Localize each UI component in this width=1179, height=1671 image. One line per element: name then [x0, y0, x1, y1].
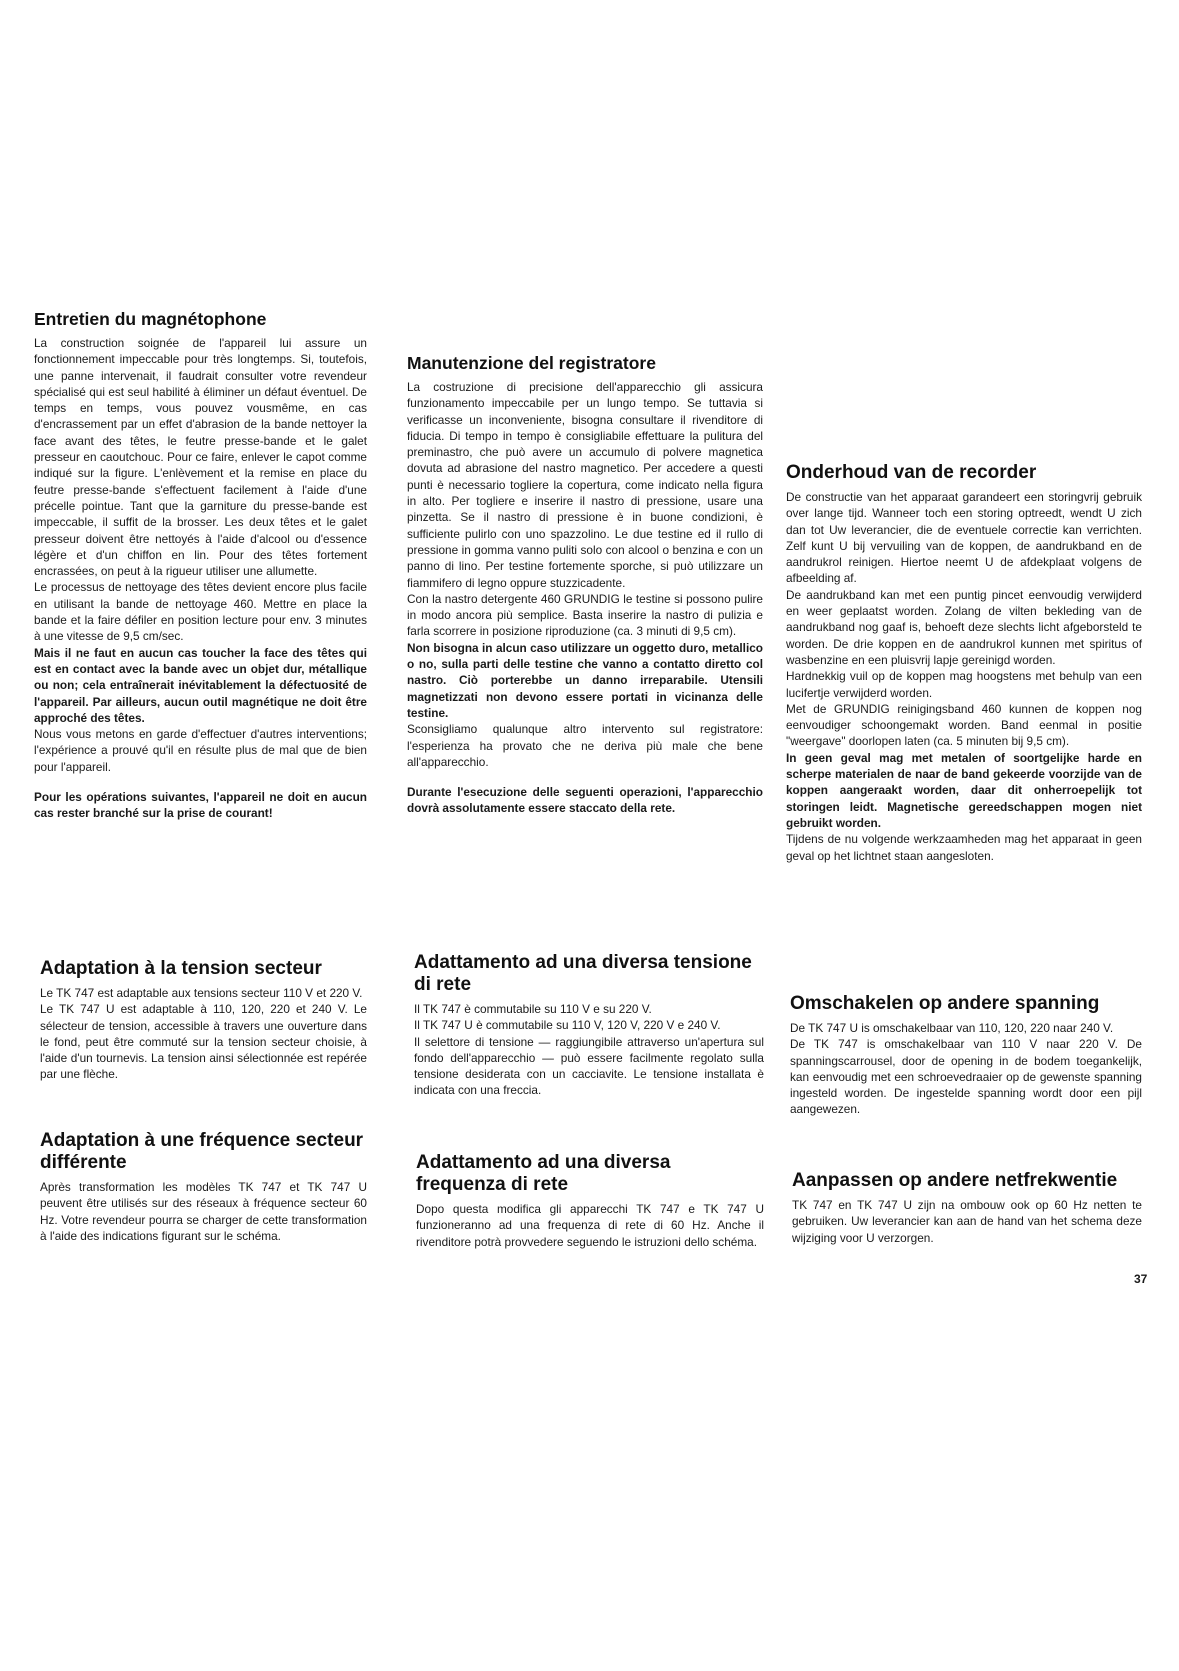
- fr-frequency-section: [40, 1130, 367, 1244]
- fr-maintenance-warning: Mais il ne faut en aucun cas toucher la face des têtes qui est en contact avec la bande avec un objet dur, métallique ou non; cela entraînerait inévitablement la défectuosité de l'appareil. Par ailleurs, aucun outil magnétique ne doit être approché des têtes.: [34, 645, 367, 725]
- it-voltage-title: Adattamento ad una diversa tensione di rete: [414, 952, 752, 995]
- fr-voltage-title: Adaptation à la tension secteur: [40, 958, 322, 979]
- it-maintenance-p4: Sconsigliamo qualunque altro intervento sul registratore: l'esperienza ha provato che ne deriva più male che bene all'apparecchio.: [407, 722, 763, 769]
- nl-maintenance-section: [786, 462, 1142, 864]
- fr-maintenance-section: [34, 308, 367, 822]
- nl-maintenance-p1: De constructie van het apparaat garandeert een storingvrij gebruik over lange tijd. Wanneer toch een storing optreedt, wendt U zich dan tot Uw leverancier, die de eventuele correctie kan verrichten. Zelf kunt U bij vervuiling van de koppen, de aandrukband en de aandrukrol reinigen. Hiertoe neemt U de afdekplaat volgens de afbeelding af.: [786, 490, 1142, 586]
- it-voltage-p3: Il selettore di tensione — raggiungibile attraverso un'apertura sul fondo dell'apparecchio — può essere facilmente regolato sulla tensione desiderata con un cacciavite. Le tensione installata è indicata con una freccia.: [414, 1034, 764, 1098]
- nl-voltage-section: [790, 993, 1142, 1118]
- nl-maintenance-p2: De aandrukband kan met een puntig pincet eenvoudig verwijderd en weer geplaatst worden. Zolang de vilten bekleding van de aandrukband nog gaaf is, behoeft deze slechts licht afgeborsteld te worden. De drie koppen en de aandrukrol kunnen met spiritus of wasbenzine en een pluisvrij lapje gereinigd worden.: [786, 587, 1142, 667]
- fr-voltage-section: [40, 958, 367, 1083]
- it-frequency-p1: Dopo questa modifica gli apparecchi TK 747 e TK 747 U funzioneranno ad una frequenza di rete di 60 Hz. Anche il rivenditore potrà provvedere seguendo le istruzioni dello schéma.: [416, 1202, 764, 1249]
- nl-frequency-section: [792, 1170, 1142, 1246]
- nl-maintenance-title: Onderhoud van de recorder: [786, 462, 1037, 483]
- fr-voltage-p2: Le TK 747 U est adaptable à 110, 120, 220 et 240 V. Le sélecteur de tension, accessible à travers une ouverture dans le fond, peut être commuté sur la tension secteur choisie, à l'aide d'un tournevis. La tension ainsi sélectionnée est repérée par une flèche.: [40, 1002, 367, 1082]
- nl-maintenance-p6: Tijdens de nu volgende werkzaamheden mag het apparaat in geen geval op het lichtnet staan aangesloten.: [786, 832, 1142, 863]
- it-voltage-section: [414, 952, 764, 1099]
- it-frequency-section: [416, 1152, 764, 1250]
- nl-frequency-p1: TK 747 en TK 747 U zijn na ombouw ook op 60 Hz netten te gebruiken. Uw leverancier kan aan de hand van het schema deze wijziging voor U verzorgen.: [792, 1198, 1142, 1245]
- nl-maintenance-p3: Hardnekkig vuil op de koppen mag hoogstens met behulp van een lucifertje verwijderd worden.: [786, 669, 1142, 700]
- fr-voltage-p1: Le TK 747 est adaptable aux tensions secteur 110 V et 220 V.: [40, 986, 363, 1000]
- fr-maintenance-unplug-note: Pour les opérations suivantes, l'appareil ne doit en aucun cas rester branché sur la prise de courant!: [34, 790, 367, 821]
- it-frequency-title: Adattamento ad una diversa frequenza di rete: [416, 1152, 671, 1195]
- fr-maintenance-p4: Nous vous metons en garde d'effectuer d'autres interventions; l'expérience a prouvé qu'il en résulte plus de mal que de bien pour l'appareil.: [34, 727, 367, 774]
- nl-voltage-p1: De TK 747 U is omschakelbaar van 110, 120, 220 naar 240 V.: [790, 1021, 1114, 1035]
- fr-frequency-title: Adaptation à une fréquence secteur différente: [40, 1130, 364, 1173]
- fr-maintenance-p2: Le processus de nettoyage des têtes devient encore plus facile en utilisant la bande de nettoyage 460. Mettre en place la bande et la faire défiler en position lecture pour env. 3 minutes à une vitesse de 9,5 cm/sec.: [34, 580, 367, 644]
- it-voltage-p2: Il TK 747 U è commutabile su 110 V, 120 V, 220 V e 240 V.: [414, 1018, 721, 1033]
- it-maintenance-p2: Con la nastro detergente 460 GRUNDIG le testine si possono pulire in modo ancora più semplice. Basta inserire la nastro di pulizia e farla scorrere in posizione riproduzione (ca. 3 minuti di 9,5 cm).: [407, 591, 763, 639]
- fr-maintenance-p1: La construction soignée de l'appareil lui assure un fonctionnement impeccable pour très longtemps. Si, toutefois, une panne intervenait, il faudrait consulter votre revendeur spécialisé qui est seul habilité à éliminer un défaut éventuel. De temps en temps, vous pouvez vousmême, en cas d'encrassement par un effet d'abrasion de la bande nettoyer la face avant des têtes, le feutre presse-bande et le galet presseur en caoutchouc. Pour ce faire, enlever le capot comme indiqué sur la figure. L'enlèvement et la remise en place du feutre presse-bande s'effectuent facilement à l'aide d'une précelle pointue. Tant que la garniture du presse-bande est impeccable, il suffit de la brosser. Les deux têtes et le galet presseur doivent être nettoyés à l'aide d'alcool ou d'essence légère et d'un chiffon en lin. Pour des têtes fortement encrassées, on peut à la rigueur utiliser une allumette.: [34, 336, 367, 579]
- nl-voltage-title: Omschakelen op andere spanning: [790, 993, 1100, 1014]
- it-maintenance-section: [407, 352, 763, 817]
- nl-maintenance-warning: In geen geval mag met metalen of soortgelijke harde en scherpe materialen de naar de band gekeerde voorzijde van de koppen aangeraakt worden, daar dit onherroepelijk tot storingen leidt. Magnetische gereedschappen mogen niet gebruikt worden.: [786, 750, 1142, 830]
- it-maintenance-title: Manutenzione del registratore: [407, 353, 656, 373]
- it-maintenance-p1: La costruzione di precisione dell'apparecchio gli assicura funzionamento impeccabile per un lungo tempo. Se tuttavia si verificasse un inconveniente, bisogna consultare il rivenditore di fiducia. Di tempo in tempo è consigliabile effettuare la pulitura del preminastro, che può avere un accumulo di polvere magnetica dovuta ad abrasione del nastro magnetico. Per accedere a questi punti è necessario togliere la copertura, come indicato nella figura in alto. Per togliere e inserire il nastro di pressione, usare una pinzetta. Se il nastro di pressione è in buone condizioni, è sufficiente pulirlo con uno spazzolino. Le due testine ed il rullo di pressione in gomma vanno puliti solo con alcool o benzina e con un panno di lino. Per testine fortemente sporche, si può utilizzare un fiammifero di legno oppure stuzzicadente.: [407, 380, 763, 590]
- fr-frequency-p1: Après transformation les modèles TK 747 et TK 747 U peuvent être utilisés sur des réseaux à fréquence secteur 60 Hz. Votre revendeur pourra se charger de cette transformation à l'aide des indications figurant sur le schéma.: [40, 1180, 367, 1243]
- fr-maintenance-title: Entretien du magnétophone: [34, 309, 267, 329]
- nl-voltage-p2: De TK 747 is omschakelbaar van 110 V naar 220 V. De spanningscarrousel, door de opening in de bodem toegankelijk, kan eenvoudig met een schroevedraaier op de gewenste spanning ingesteld worden. De ingestelde spanning wordt door een pijl aangewezen.: [790, 1037, 1142, 1117]
- nl-maintenance-p4: Met de GRUNDIG reinigingsband 460 kunnen de koppen nog eenvoudiger schoongemakt worden. Band eenmal in positie "weergave" doorlopen laten (ca. 5 minuten bij 9,5 cm).: [786, 701, 1142, 749]
- it-maintenance-unplug-note: Durante l'esecuzione delle seguenti operazioni, l'apparecchio dovrà assolutamente essere staccato della rete.: [407, 785, 763, 816]
- it-maintenance-warning: Non bisogna in alcun caso utilizzare un oggetto duro, metallico o no, sulla parti delle testine che vanno a contatto diretto col nastro. Ciò porterebbe un danno irreparabile. Utensili magnetizzati non devono essere portati in vicinanza delle testine.: [407, 640, 763, 720]
- page-number: 37: [1134, 1272, 1148, 1286]
- nl-frequency-title: Aanpassen op andere netfrekwentie: [792, 1170, 1118, 1191]
- it-voltage-p1: Il TK 747 è commutabile su 110 V e su 220 V.: [414, 1002, 652, 1016]
